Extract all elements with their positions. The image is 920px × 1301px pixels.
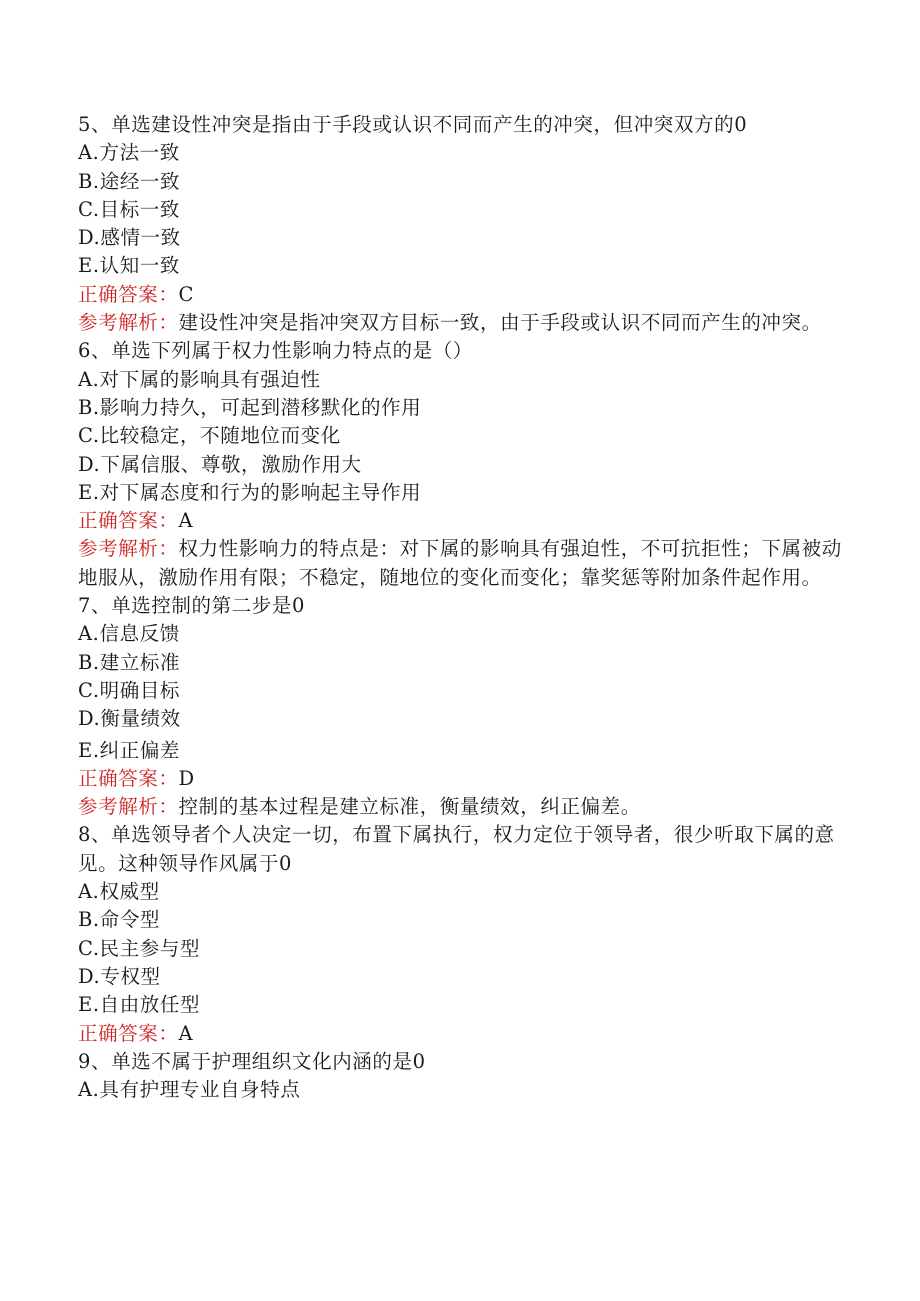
option-a: A.具有护理专业自身特点 (78, 1078, 301, 1102)
option-c: C.目标一致 (78, 197, 181, 221)
option-c: C.民主参与型 (78, 936, 201, 960)
answer-value: C (178, 282, 195, 306)
option-d: D.下属信服、尊敬，激励作用大 (78, 452, 362, 476)
option-a: A.信息反馈 (78, 622, 180, 646)
option-c: C.比较稳定，不随地位而变化 (78, 424, 341, 448)
option-b: B.途经一致 (78, 169, 181, 193)
answer-label: 正确答案： (78, 766, 179, 790)
analysis-line (78, 793, 848, 821)
answer-line (78, 281, 848, 309)
option-e: E.认知一致 (78, 254, 181, 278)
option-d: D.衡量绩效 (78, 707, 181, 731)
option-e: E.对下属态度和行为的影响起主导作用 (78, 480, 422, 504)
question-9 (78, 1048, 848, 1105)
option-b: B.命令型 (78, 908, 161, 932)
question-stem: 5、单选建设性冲突是指由于手段或认识不同而产生的冲突，但冲突双方的0 (78, 113, 748, 136)
question-stem: 6、单选下列属于权力性影响力特点的是（） (78, 339, 473, 363)
answer-line (78, 1020, 848, 1048)
document-body (78, 111, 848, 1104)
question-8 (78, 821, 848, 1047)
answer-label: 正确答案： (78, 282, 179, 306)
answer-line (78, 507, 848, 535)
question-stem: 8、单选领导者个人决定一切，布置下属执行，权力定位于领导者，很少听取下属的意见。这种领导作风属于0 (78, 823, 835, 875)
option-e: E.纠正偏差 (78, 738, 181, 762)
option-d: D.感情一致 (78, 226, 181, 250)
option-b: B.影响力持久，可起到潜移默化的作用 (78, 395, 422, 419)
option-b: B.建立标准 (78, 650, 181, 674)
analysis-line (78, 309, 848, 337)
answer-value: D (178, 766, 195, 790)
option-d: D.专权型 (78, 964, 161, 988)
analysis-text: 控制的基本过程是建立标准，衡量绩效，纠正偏差。 (178, 795, 641, 819)
question-6 (78, 337, 848, 592)
option-a: A.对下属的影响具有强迫性 (78, 367, 321, 391)
option-a: A.方法一致 (78, 141, 180, 165)
answer-label: 正确答案： (78, 1021, 179, 1045)
option-e: E.自由放任型 (78, 993, 201, 1017)
analysis-line (78, 535, 848, 592)
answer-value: A (178, 509, 194, 533)
analysis-text: 建设性冲突是指冲突双方目标一致，由于手段或认识不同而产生的冲突。 (178, 311, 822, 335)
option-c: C.明确目标 (78, 678, 181, 702)
analysis-label: 参考解析： (78, 311, 179, 335)
answer-line (78, 765, 848, 793)
analysis-label: 参考解析： (78, 795, 179, 819)
question-5 (78, 111, 848, 337)
answer-label: 正确答案： (78, 509, 179, 533)
question-7 (78, 592, 848, 821)
question-stem: 9、单选不属于护理组织文化内涵的是0 (78, 1049, 426, 1073)
analysis-text: 权力性影响力的特点是：对下属的影响具有强迫性，不可抗拒性；下属被动地服从，激励作用有限；不稳定，随地位的变化而变化；靠奖惩等附加条件起作用。 (78, 537, 842, 589)
question-stem: 7、单选控制的第二步是0 (78, 594, 306, 618)
answer-value: A (178, 1021, 194, 1045)
option-a: A.权威型 (78, 880, 160, 904)
analysis-label: 参考解析： (78, 537, 179, 561)
